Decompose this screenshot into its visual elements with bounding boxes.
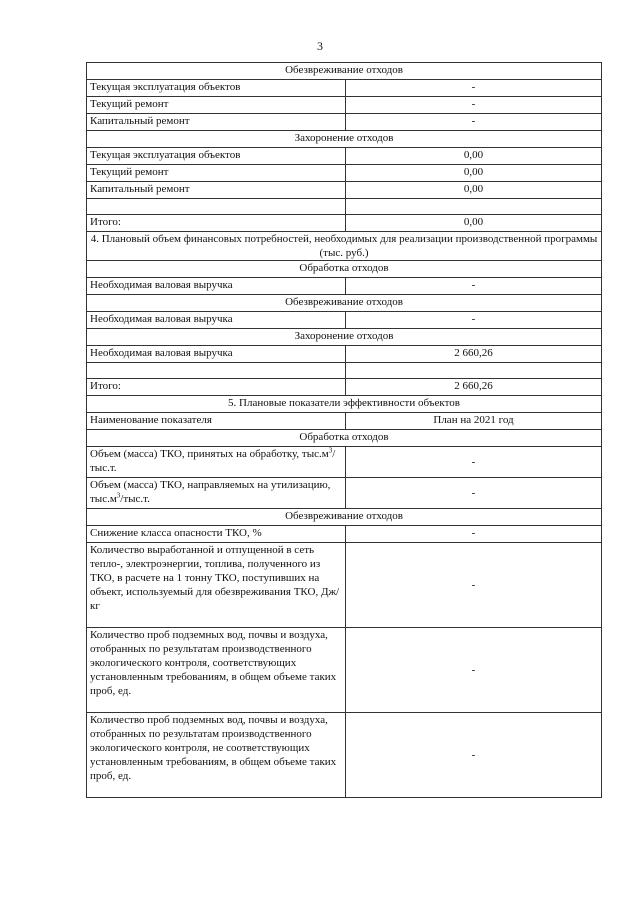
indicator-label-text: Объем (масса) ТКО, принятых на обработку, тыс.м bbox=[90, 448, 329, 460]
indicator-value: - bbox=[346, 543, 602, 628]
row-label: Текущий ремонт bbox=[87, 165, 346, 182]
row-label: Текущий ремонт bbox=[87, 97, 346, 114]
total-value: 2 660,26 bbox=[346, 379, 602, 396]
section-header-processing: Обработка отходов bbox=[87, 261, 602, 278]
superscript: 3 bbox=[328, 446, 333, 455]
blank-cell bbox=[346, 199, 602, 215]
indicator-label bbox=[87, 478, 346, 509]
indicator-label: Количество проб подземных вод, почвы и воздуха, отобранных по результатам производственного экологического контроля, соответствующих установленным требованиям, в общем объеме таких проб, ед. bbox=[87, 628, 346, 713]
section-header-disposal: Захоронение отходов bbox=[87, 329, 602, 346]
section-header-processing: Обработка отходов bbox=[87, 430, 602, 447]
program-table bbox=[86, 62, 602, 798]
section-header-disposal: Захоронение отходов bbox=[87, 131, 602, 148]
indicator-label: Снижение класса опасности ТКО, % bbox=[87, 526, 346, 543]
row-value: 0,00 bbox=[346, 165, 602, 182]
indicator-value: - bbox=[346, 478, 602, 509]
row-value: 2 660,26 bbox=[346, 346, 602, 363]
row-value: - bbox=[346, 278, 602, 295]
section-header-neutralization: Обезвреживание отходов bbox=[87, 63, 602, 80]
indicator-label: Количество проб подземных вод, почвы и воздуха, отобранных по результатам производственного экологического контроля, не соответствующих установленным требованиям, в общем объеме таких проб, ед. bbox=[87, 713, 346, 798]
indicator-label bbox=[87, 447, 346, 478]
blank-cell bbox=[346, 363, 602, 379]
indicator-value: - bbox=[346, 447, 602, 478]
indicator-value: - bbox=[346, 713, 602, 798]
section-header-neutralization: Обезвреживание отходов bbox=[87, 295, 602, 312]
row-value: 0,00 bbox=[346, 182, 602, 199]
indicator-value: - bbox=[346, 526, 602, 543]
row-label: Необходимая валовая выручка bbox=[87, 278, 346, 295]
superscript: 3 bbox=[116, 491, 121, 500]
section-header-neutralization: Обезвреживание отходов bbox=[87, 509, 602, 526]
indicator-label-unit: /тыс.т. bbox=[90, 448, 336, 474]
blank-cell bbox=[87, 363, 346, 379]
total-value: 0,00 bbox=[346, 215, 602, 232]
row-value: - bbox=[346, 114, 602, 131]
row-label: Капитальный ремонт bbox=[87, 182, 346, 199]
row-label: Текущая эксплуатация объектов bbox=[87, 80, 346, 97]
indicator-label: Количество выработанной и отпущенной в сеть тепло-, электроэнергии, топлива, полученного из ТКО, в расчете на 1 тонну ТКО, поступивших на объект, используемый для обезвреживания ТКО, Дж/кг bbox=[87, 543, 346, 628]
column-header-indicator: Наименование показателя bbox=[87, 413, 346, 430]
total-label: Итого: bbox=[87, 215, 346, 232]
row-value: - bbox=[346, 312, 602, 329]
indicator-label-unit: /тыс.т. bbox=[120, 493, 150, 505]
row-value: 0,00 bbox=[346, 148, 602, 165]
row-label: Необходимая валовая выручка bbox=[87, 346, 346, 363]
row-value: - bbox=[346, 97, 602, 114]
row-label: Капитальный ремонт bbox=[87, 114, 346, 131]
column-header-plan: План на 2021 год bbox=[346, 413, 602, 430]
row-value: - bbox=[346, 80, 602, 97]
blank-cell bbox=[87, 199, 346, 215]
indicator-label-text: Объем (масса) ТКО, направляемых на утилизацию, тыс.м bbox=[90, 479, 331, 505]
row-label: Необходимая валовая выручка bbox=[87, 312, 346, 329]
total-label: Итого: bbox=[87, 379, 346, 396]
indicator-value: - bbox=[346, 628, 602, 713]
section5-title: 5. Плановые показатели эффективности объектов bbox=[87, 396, 602, 413]
row-label: Текущая эксплуатация объектов bbox=[87, 148, 346, 165]
section4-title: 4. Плановый объем финансовых потребностей, необходимых для реализации производственной программы (тыс. руб.) bbox=[87, 232, 602, 261]
page-number: 3 bbox=[317, 39, 323, 53]
